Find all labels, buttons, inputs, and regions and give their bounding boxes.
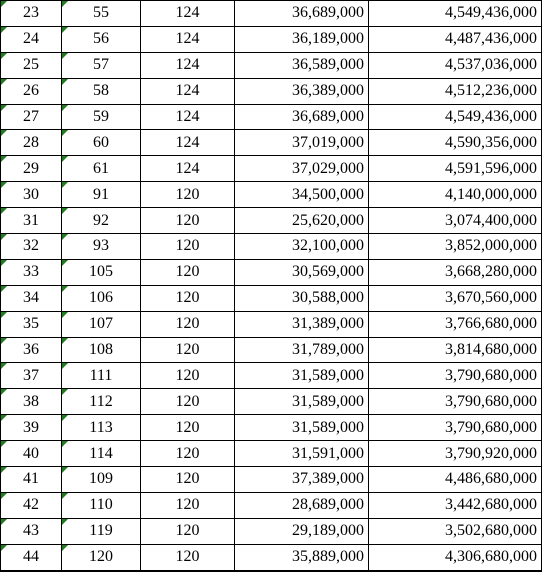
item-id-cell[interactable]: 61 (62, 156, 141, 182)
quantity-cell[interactable]: 120 (141, 441, 235, 467)
total-value-cell[interactable]: 3,442,680,000 (369, 492, 542, 518)
quantity-cell[interactable]: 124 (141, 26, 235, 52)
quantity-cell[interactable]: 120 (141, 389, 235, 415)
total-value-cell[interactable]: 3,790,680,000 (369, 389, 542, 415)
quantity-cell[interactable]: 124 (141, 52, 235, 78)
row-number-cell[interactable]: 30 (1, 182, 62, 208)
unit-value-cell[interactable]: 37,029,000 (235, 156, 369, 182)
total-value-cell[interactable]: 3,790,680,000 (369, 363, 542, 389)
unit-value-cell[interactable]: 31,589,000 (235, 415, 369, 441)
table-row (1, 441, 542, 467)
table-row (1, 156, 542, 182)
total-value-cell[interactable]: 3,668,280,000 (369, 259, 542, 285)
total-value-cell[interactable]: 4,591,596,000 (369, 156, 542, 182)
quantity-cell[interactable]: 120 (141, 363, 235, 389)
row-number-cell[interactable]: 38 (1, 389, 62, 415)
total-value-cell[interactable]: 4,549,436,000 (369, 104, 542, 130)
total-value-cell[interactable]: 4,140,000,000 (369, 182, 542, 208)
item-id-cell[interactable]: 108 (62, 337, 141, 363)
unit-value-cell[interactable]: 25,620,000 (235, 208, 369, 234)
quantity-cell[interactable]: 120 (141, 182, 235, 208)
total-value-cell[interactable]: 3,790,680,000 (369, 415, 542, 441)
item-id-cell[interactable]: 55 (62, 1, 141, 27)
table-row (1, 26, 542, 52)
unit-value-cell[interactable]: 34,500,000 (235, 182, 369, 208)
row-number-cell[interactable]: 36 (1, 337, 62, 363)
table-row (1, 130, 542, 156)
item-id-cell[interactable]: 105 (62, 259, 141, 285)
table-row (1, 467, 542, 493)
unit-value-cell[interactable]: 31,389,000 (235, 311, 369, 337)
unit-value-cell[interactable]: 35,889,000 (235, 544, 369, 570)
row-number-cell[interactable]: 29 (1, 156, 62, 182)
table-body (1, 1, 542, 571)
total-value-cell[interactable]: 3,766,680,000 (369, 311, 542, 337)
row-number-cell[interactable]: 37 (1, 363, 62, 389)
quantity-cell[interactable]: 120 (141, 467, 235, 493)
quantity-cell[interactable]: 120 (141, 415, 235, 441)
total-value-cell[interactable]: 4,549,436,000 (369, 1, 542, 27)
quantity-cell[interactable]: 120 (141, 208, 235, 234)
row-number-cell[interactable]: 40 (1, 441, 62, 467)
item-id-cell[interactable]: 56 (62, 26, 141, 52)
item-id-cell[interactable]: 107 (62, 311, 141, 337)
unit-value-cell[interactable]: 36,589,000 (235, 52, 369, 78)
table-row (1, 234, 542, 260)
table-row (1, 208, 542, 234)
row-number-cell[interactable]: 23 (1, 1, 62, 27)
table-row (1, 518, 542, 544)
quantity-cell[interactable]: 120 (141, 234, 235, 260)
quantity-cell[interactable]: 124 (141, 156, 235, 182)
unit-value-cell[interactable]: 37,389,000 (235, 467, 369, 493)
table-row (1, 415, 542, 441)
total-value-cell[interactable]: 3,814,680,000 (369, 337, 542, 363)
item-id-cell[interactable]: 60 (62, 130, 141, 156)
unit-value-cell[interactable]: 30,588,000 (235, 285, 369, 311)
total-value-cell[interactable]: 4,590,356,000 (369, 130, 542, 156)
row-number-cell[interactable]: 31 (1, 208, 62, 234)
table-row (1, 544, 542, 570)
row-number-cell[interactable]: 43 (1, 518, 62, 544)
item-id-cell[interactable]: 109 (62, 467, 141, 493)
item-id-cell[interactable]: 93 (62, 234, 141, 260)
item-id-cell[interactable]: 119 (62, 518, 141, 544)
unit-value-cell[interactable]: 31,589,000 (235, 389, 369, 415)
unit-value-cell[interactable]: 31,789,000 (235, 337, 369, 363)
quantity-cell[interactable]: 124 (141, 130, 235, 156)
total-value-cell[interactable]: 3,074,400,000 (369, 208, 542, 234)
item-id-cell[interactable]: 112 (62, 389, 141, 415)
row-number-cell[interactable]: 24 (1, 26, 62, 52)
row-number-cell[interactable]: 35 (1, 311, 62, 337)
quantity-cell[interactable]: 120 (141, 259, 235, 285)
table-row (1, 182, 542, 208)
item-id-cell[interactable]: 111 (62, 363, 141, 389)
table-row (1, 492, 542, 518)
table-row (1, 285, 542, 311)
quantity-cell[interactable]: 120 (141, 337, 235, 363)
quantity-cell[interactable]: 120 (141, 311, 235, 337)
row-number-cell[interactable]: 27 (1, 104, 62, 130)
unit-value-cell[interactable]: 36,389,000 (235, 78, 369, 104)
table-row (1, 1, 542, 27)
total-value-cell[interactable]: 3,502,680,000 (369, 518, 542, 544)
table-row (1, 363, 542, 389)
row-number-cell[interactable]: 25 (1, 52, 62, 78)
row-number-cell[interactable]: 34 (1, 285, 62, 311)
table-row (1, 52, 542, 78)
total-value-cell[interactable]: 4,487,436,000 (369, 26, 542, 52)
quantity-cell[interactable]: 120 (141, 544, 235, 570)
table-row (1, 259, 542, 285)
quantity-cell[interactable]: 120 (141, 285, 235, 311)
item-id-cell[interactable]: 110 (62, 492, 141, 518)
total-value-cell[interactable]: 4,537,036,000 (369, 52, 542, 78)
quantity-cell[interactable]: 124 (141, 1, 235, 27)
item-id-cell[interactable]: 106 (62, 285, 141, 311)
row-number-cell[interactable]: 28 (1, 130, 62, 156)
table-row (1, 389, 542, 415)
total-value-cell[interactable]: 3,790,920,000 (369, 441, 542, 467)
row-number-cell[interactable]: 42 (1, 492, 62, 518)
row-number-cell[interactable]: 39 (1, 415, 62, 441)
unit-value-cell[interactable]: 29,189,000 (235, 518, 369, 544)
row-number-cell[interactable]: 32 (1, 234, 62, 260)
row-number-cell[interactable]: 26 (1, 78, 62, 104)
table-row (1, 337, 542, 363)
total-value-cell[interactable]: 3,852,000,000 (369, 234, 542, 260)
unit-value-cell[interactable]: 36,689,000 (235, 104, 369, 130)
total-value-cell[interactable]: 3,670,560,000 (369, 285, 542, 311)
table-row (1, 311, 542, 337)
item-id-cell[interactable]: 59 (62, 104, 141, 130)
item-id-cell[interactable]: 58 (62, 78, 141, 104)
total-value-cell[interactable]: 4,512,236,000 (369, 78, 542, 104)
table-row (1, 78, 542, 104)
row-number-cell[interactable]: 41 (1, 467, 62, 493)
unit-value-cell[interactable]: 37,019,000 (235, 130, 369, 156)
unit-value-cell[interactable]: 36,689,000 (235, 1, 369, 27)
unit-value-cell[interactable]: 28,689,000 (235, 492, 369, 518)
unit-value-cell[interactable]: 30,569,000 (235, 259, 369, 285)
unit-value-cell[interactable]: 31,591,000 (235, 441, 369, 467)
total-value-cell[interactable]: 4,306,680,000 (369, 544, 542, 570)
item-id-cell[interactable]: 114 (62, 441, 141, 467)
quantity-cell[interactable]: 120 (141, 492, 235, 518)
quantity-cell[interactable]: 124 (141, 78, 235, 104)
unit-value-cell[interactable]: 36,189,000 (235, 26, 369, 52)
item-id-cell[interactable]: 91 (62, 182, 141, 208)
quantity-cell[interactable]: 124 (141, 104, 235, 130)
item-id-cell[interactable]: 57 (62, 52, 141, 78)
unit-value-cell[interactable]: 32,100,000 (235, 234, 369, 260)
item-id-cell[interactable]: 113 (62, 415, 141, 441)
quantity-cell[interactable]: 120 (141, 518, 235, 544)
row-number-cell[interactable]: 33 (1, 259, 62, 285)
row-number-cell[interactable]: 44 (1, 544, 62, 570)
table-row (1, 104, 542, 130)
item-id-cell[interactable]: 92 (62, 208, 141, 234)
total-value-cell[interactable]: 4,486,680,000 (369, 467, 542, 493)
unit-value-cell[interactable]: 31,589,000 (235, 363, 369, 389)
item-id-cell[interactable]: 120 (62, 544, 141, 570)
